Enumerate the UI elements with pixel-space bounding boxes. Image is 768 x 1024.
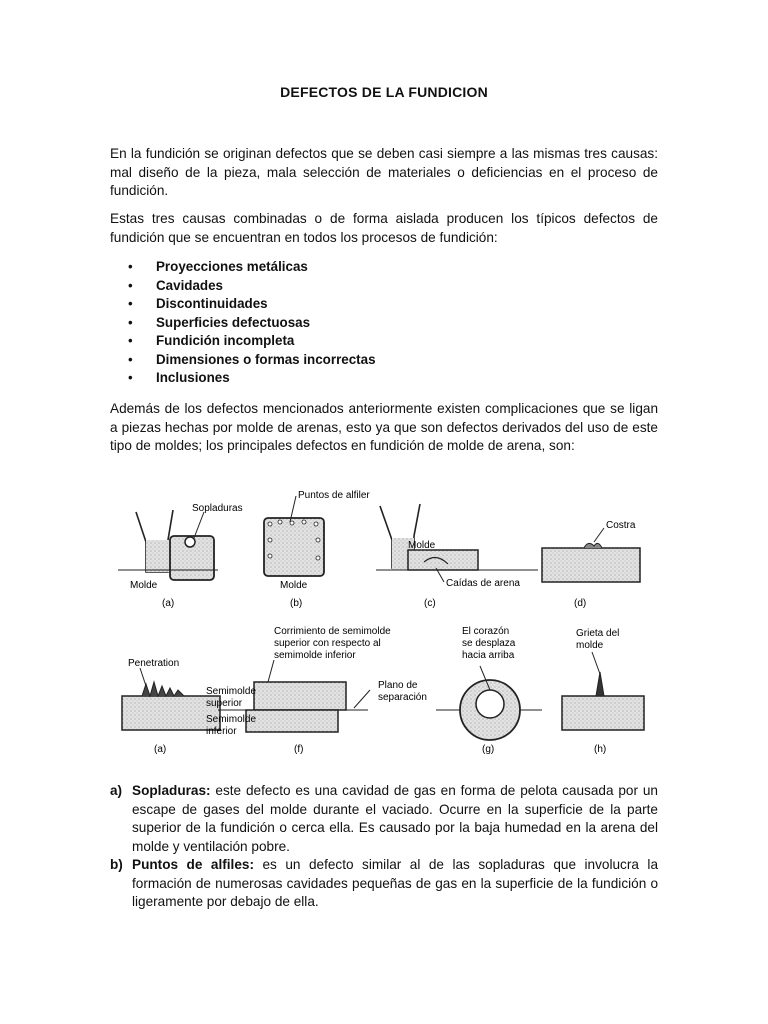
- label-corrimiento: semimolde inferior: [274, 650, 356, 661]
- list-item: [110, 332, 376, 351]
- label-corrimiento: superior con respecto al: [274, 638, 381, 649]
- list-item: [110, 277, 376, 296]
- defect-descriptions: [110, 782, 658, 912]
- bullet-icon: •: [128, 277, 133, 293]
- document-title: DEFECTOS DE LA FUNDICION: [280, 84, 488, 100]
- caption-a: (a): [162, 598, 175, 609]
- label-corrimiento: Corrimiento de semimolde: [274, 626, 391, 637]
- defect-label: Inclusiones: [156, 370, 230, 385]
- bullet-icon: •: [128, 296, 133, 311]
- label-semimolde-sup: Semimolde: [206, 686, 257, 697]
- list-item: [110, 295, 376, 314]
- list-item: [110, 782, 658, 856]
- casting-defects-figure: [118, 482, 658, 762]
- panel-g-core-shift: [436, 626, 542, 755]
- panel-h-mold-crack: [562, 628, 644, 755]
- label-caidas: Caídas de arena: [446, 578, 520, 589]
- sand-mold-paragraph: Además de los defectos mencionados anteriormente existen complicaciones que se ligan a piezas hechas por molde de arenas, esto ya que son defectos derivados del uso de este tipo de moldes; los principales defectos en fundición de molde de arena, son:: [110, 401, 658, 453]
- defect-label: Discontinuidades: [156, 296, 268, 311]
- item-marker: b): [110, 857, 123, 872]
- defect-term: Puntos de alfiles:: [132, 857, 254, 872]
- defect-term: Sopladuras:: [132, 783, 211, 798]
- bullet-icon: •: [128, 351, 133, 367]
- panel-d-scab: [542, 520, 640, 609]
- panel-c-sand-drop: [376, 504, 538, 609]
- casting-shape: [246, 710, 338, 732]
- caption-h: (h): [594, 744, 607, 755]
- bullet-icon: •: [128, 370, 133, 385]
- defect-label: Proyecciones metálicas: [156, 259, 308, 274]
- caption-c: (c): [424, 598, 436, 609]
- blowhole-icon: [185, 537, 195, 547]
- caption-b: (b): [290, 598, 303, 609]
- defect-label: Dimensiones o formas incorrectas: [156, 351, 376, 367]
- label-puntos: Puntos de alfiler: [298, 490, 370, 501]
- label-semimolde-sup: superior: [206, 698, 243, 709]
- bullet-icon: •: [128, 314, 133, 330]
- defect-description: este defecto es una cavidad de gas en forma de pelota causada por un escape de gases del molde durante el vaciado. Ocurre en la superficie de la parte superior de la fundición o cerca ella. Es causado por la baja humedad en la arena del molde y ventilación pobre.: [132, 783, 658, 854]
- label-semimolde-inf: inferior: [206, 726, 237, 737]
- casting-shape: [264, 518, 324, 576]
- list-item: [110, 258, 376, 277]
- label-molde: Molde: [130, 580, 158, 591]
- list-item: [110, 369, 376, 388]
- bullet-icon: •: [128, 333, 133, 348]
- item-marker: a): [110, 783, 123, 798]
- caption-d: (d): [574, 598, 587, 609]
- casting-shape: [542, 548, 640, 582]
- list-item: [110, 351, 376, 370]
- label-corazon: El corazón: [462, 626, 510, 637]
- label-grieta: Grieta del: [576, 628, 620, 639]
- panel-f-mold-shift: [206, 626, 427, 755]
- defect-label: Cavidades: [156, 277, 223, 293]
- defects-diagram: [118, 482, 658, 762]
- defect-label: Superficies defectuosas: [156, 314, 311, 330]
- list-item: [110, 314, 376, 333]
- caption-g: (g): [482, 744, 495, 755]
- caption-f: (f): [294, 744, 304, 755]
- label-sopladuras: Sopladuras: [192, 503, 243, 514]
- defect-label: Fundición incompleta: [156, 333, 295, 348]
- label-plano: separación: [378, 692, 427, 703]
- bullet-icon: •: [128, 259, 133, 274]
- causes-paragraph: Estas tres causas combinadas o de forma aislada producen los típicos defectos de fundición que se encuentran en todos los procesos de fundición:: [110, 211, 658, 245]
- casting-shape: [562, 696, 644, 730]
- label-corazon: se desplaza: [462, 638, 516, 649]
- intro-paragraph: En la fundición se originan defectos que se deben casi siempre a las mismas tres causas: mal diseño de la pieza, mala selección de materiales o deficiencias en el proceso de fundición.: [110, 146, 658, 198]
- panel-a-blowhole: [118, 503, 243, 609]
- defect-list: [110, 258, 376, 388]
- label-grieta: molde: [576, 640, 604, 651]
- label-costra: Costra: [606, 520, 636, 531]
- label-semimolde-inf: Semimolde: [206, 714, 257, 725]
- label-molde: Molde: [280, 580, 308, 591]
- caption-e: (a): [154, 744, 167, 755]
- defect-description: es un defecto similar al de las sopladuras que involucra la formación de numerosas cavidades pequeñas de gas en la superficie de la fundición o ligeramente por debajo de ella.: [132, 857, 659, 909]
- panel-b-pinholes: [264, 490, 370, 609]
- label-plano: Plano de: [378, 680, 418, 691]
- label-corazon: hacia arriba: [462, 650, 515, 661]
- list-item: [110, 856, 658, 912]
- label-molde: Molde: [408, 540, 436, 551]
- casting-shape: [254, 682, 346, 710]
- crack-icon: [596, 672, 604, 696]
- label-penetration: Penetration: [128, 658, 180, 669]
- core-icon: [476, 690, 504, 718]
